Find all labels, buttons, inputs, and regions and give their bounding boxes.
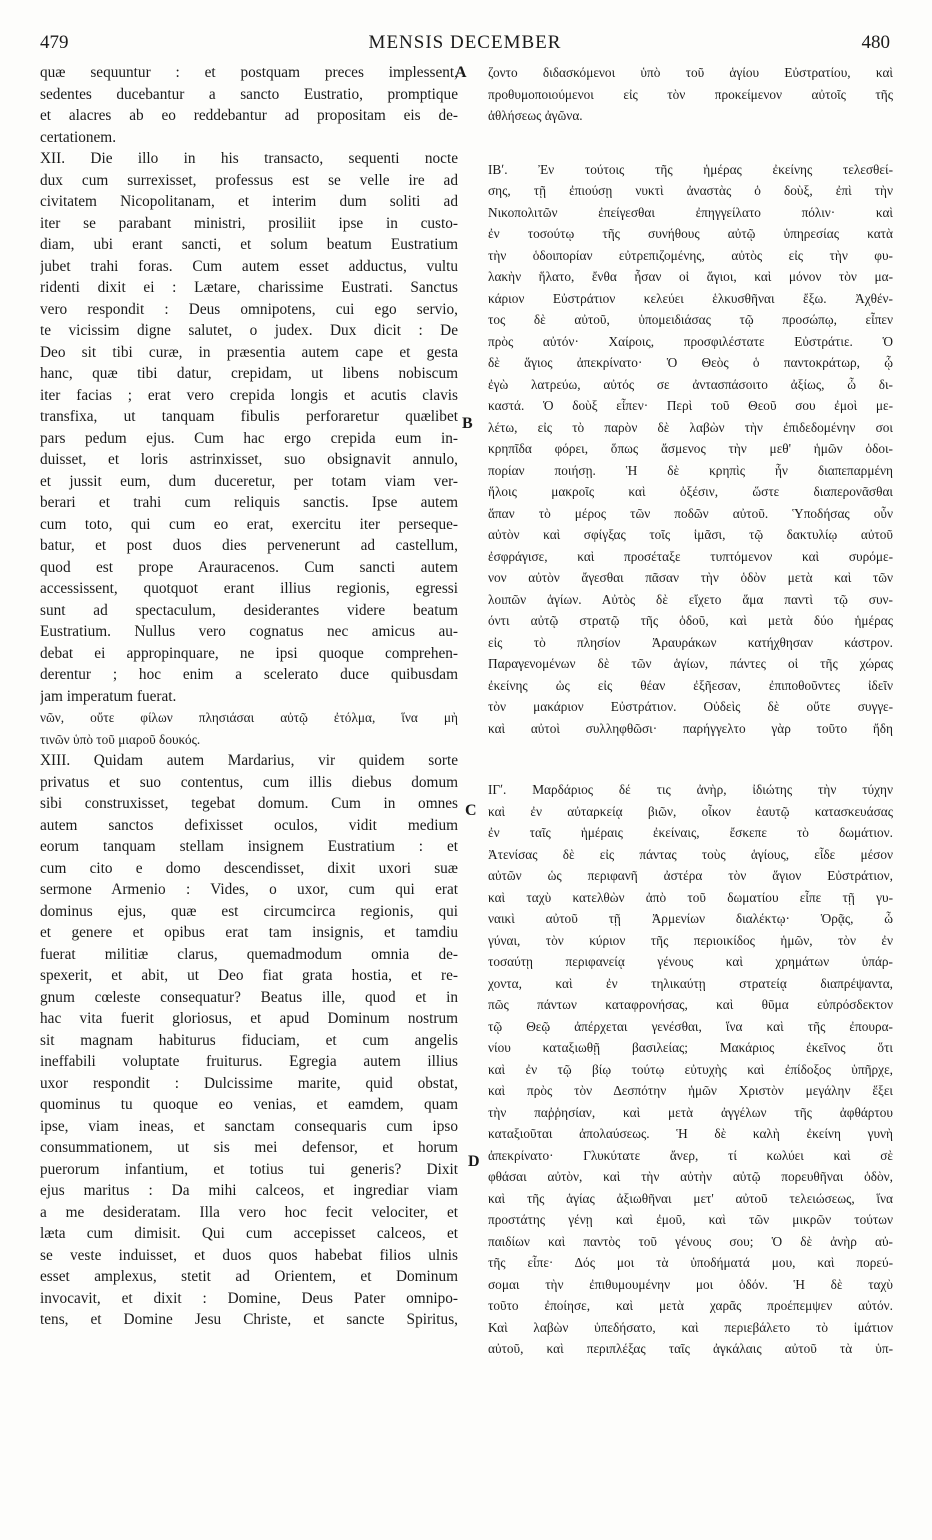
greek-line: ἐσφράγισε, καὶ προσέταξε τυπτόμενον καὶ συρόμε- xyxy=(488,548,893,564)
greek-line: ἅπαν τὸ μέρος τῶν ποδῶν αὐτοῦ. Ὑποδήσας οὖν xyxy=(488,505,893,521)
greek-line: Καὶ λαβὼν ὑπεδήσατο, καὶ περιεβάλετο τὸ ἱμάτιον xyxy=(488,1319,893,1335)
greek-line: τὸν μακάριον Εὐστράτιον. Οὐδεὶς δὲ οὔτε συγγε- xyxy=(488,699,893,714)
latin-line: cum cito e domo descendisset, dixit uxori suæ xyxy=(40,859,458,877)
latin-line: accessissent, quotquot erant illius regionis, egressi xyxy=(40,580,458,597)
latin-line: ipse, viam ineas, et sanctam consequaris cum ipso xyxy=(40,1117,458,1135)
latin-line: cum toto, qui cum eo erat, exercitu iter perseque- xyxy=(40,515,458,533)
latin-line: et genere et opibus erat tam insignis, et tamdiu xyxy=(40,924,458,941)
latin-line: transfixa, ut tanquam fibulis perforaretur quælibet xyxy=(40,408,458,425)
greek-line: σομαι τὴν ἐπιθυμουμένην μοι ὁδόν. Ἡ δὲ ταχὺ xyxy=(488,1276,893,1292)
greek-line: αὐτὸν καὶ σφίγξας τοῖς ἱμᾶσι, τῷ δακτυλίῳ αὐτοῦ xyxy=(488,527,893,542)
margin-letter-c: C xyxy=(465,802,477,819)
greek-line: αὐτοῦ, καὶ περιπλέξας ταῖς ἀγκάλαις αὐτοῦ τὰ ὑπ- xyxy=(488,1341,893,1356)
latin-line: jam imperatum fuerat. xyxy=(40,687,177,705)
greek-line: τοσαύτῃ περιφανείᾳ γένους καὶ χρημάτων ὑπάρ- xyxy=(488,954,893,969)
latin-line: autem sanctos defixisset oculos, vidit medium xyxy=(40,816,458,834)
greek-line: εἰς τὸ πλησίον Ἀραυράκων κατήχθησαν κάστρον. xyxy=(488,634,893,650)
latin-line: Eustratium. Nullus vero cognatus nec amicus au- xyxy=(40,623,458,640)
greek-line: ἐν ταῖς ἡμέραις ἐκείναις, ἔσκεπε τὸ δωμάτιον. xyxy=(488,825,893,840)
latin-line: berari et trahi cum reliquis sanctis. Ipse autem xyxy=(40,494,458,511)
greek-line: καστά. Ὁ δοὺξ εἶπεν· Περὶ τοῦ Θεοῦ σου ἐμοὶ με- xyxy=(488,398,893,413)
latin-line: sermone Armenio : Vides, o uxor, cum qui erat xyxy=(40,881,458,898)
latin-line: vero respondit : Deus omnipotens, cui ego servio, xyxy=(40,300,458,318)
latin-line: dux cum surrexisset, professus est se velle ire ad xyxy=(40,171,458,189)
latin-line: ridenti dixit ei : Lætare, charissime Eustrati. Sanctus xyxy=(40,279,458,296)
latin-line: iter facias ; erat vero crepida longis et acutis clavis xyxy=(40,386,458,404)
latin-line: læta cum dimisit. Qui cum accepisset calceos, et xyxy=(40,1225,458,1242)
latin-line: dominus ejus, quæ est circumcirca regionis, qui xyxy=(40,902,458,920)
margin-letter-b: B xyxy=(462,415,473,432)
latin-line: et alacres ab eo reddebantur ad propositam eis de- xyxy=(40,107,458,124)
greek-line: χοντα, καὶ ἐν τηλικαύτῃ στρατείᾳ διαπρέψαντα, xyxy=(488,975,893,991)
page-header xyxy=(40,32,890,64)
greek-line: ἀθλήσεως ἀγῶνα. xyxy=(488,108,583,123)
latin-line: ejus maritus : Da mihi calceos, et ingrediar viam xyxy=(40,1182,458,1199)
greek-line: νον αὐτὸν ἄγεσθαι πᾶσαν τὴν ὁδὸν μετὰ καὶ τῶν xyxy=(488,570,893,585)
latin-line: ineffabili voluptate fruiturus. Egregia autem illius xyxy=(40,1053,458,1070)
greek-line: πορίαν ποιήσῃ. Ἡ δὲ κρηπὶς ἦν διαπεπαρμένη xyxy=(488,462,893,478)
latin-line: jubet trahi foras. Cum autem esset adductus, vultu xyxy=(40,257,458,275)
greek-line: λοιπῶν ἁγίων. Αὐτὸς δὲ εἴχετο ἅμα παντὶ τῷ συν- xyxy=(488,591,893,607)
latin-line: te vicissim digne salutet, o judex. Dux dicit : De xyxy=(40,322,458,339)
latin-line: derentur ; hoc enim a scelerato duce quibusdam xyxy=(40,666,458,683)
greek-line: ναικὶ αὐτοῦ τῇ Ἀρμενίων διαλέκτῳ· Ὁρᾷς, ὦ xyxy=(488,911,893,926)
latin-line: hanc, quæ tibi datur, crepidam, ut libens nobiscum xyxy=(40,365,458,382)
greek-line: λέτω, εἰς τὸ παρὸν δὲ λαβὼν τὴν ἐπιδεδομένην σοι xyxy=(488,419,893,435)
greek-line: καὶ ἐν τῷ βίῳ τούτῳ εὐτυχὴς καὶ ἐπίδοξος ὑπῆρχε, xyxy=(488,1061,893,1077)
latin-line: tens, et Domine Jesu Christe, et sancte Spiritus, xyxy=(40,1311,458,1328)
greek-overflow-line: τινῶν ὑπὸ τοῦ μιαροῦ δουκός. xyxy=(40,731,201,747)
latin-line: fuerat militiæ clarus, quemadmodum omnia de- xyxy=(40,945,458,963)
latin-column xyxy=(40,62,458,1331)
greek-line: Νικοπολιτῶν ἐπείγεσθαι ἐπηγγείλατο πόλιν· καὶ xyxy=(488,204,893,220)
greek-line: κρηπῖδα φόρει, ὅπως ἄσμενος τὴν μεθ' ἡμῶν ὁδοι- xyxy=(488,441,893,456)
greek-line: ἀπεκρίνατο· Γλυκύτατε ἄνερ, τί κωλύει καὶ σὲ xyxy=(488,1147,893,1163)
greek-line: τῆς εἶπε· Δός μοι τὰ ὑποδήματά μου, καὶ πορεύ- xyxy=(488,1255,893,1270)
greek-line: όντι αὐτῷ στρατῷ τῆς ὁδοῦ, καὶ μετὰ δύο ἡμέρας xyxy=(488,613,893,628)
greek-line: γύναι, τὸν κύριον τῆς περιοικίδος ἡμῶν, τὸν ἐν xyxy=(488,932,893,948)
latin-line: diam, ubi erant sancti, et solum beatum Eustratium xyxy=(40,236,458,253)
latin-line: invocavit, et dixit : Domine, Deus Pater omnipo- xyxy=(40,1289,458,1307)
greek-line: κάριον Εὐστράτιον κελεύει ἑλκυσθῆναι ἔξω. Ἀχθέν- xyxy=(488,290,893,306)
latin-line: quod est prope Arauracenos. Cum sancti autem xyxy=(40,558,458,576)
greek-line: πῶς πάντων καταφρονήσας, καὶ θῦμα εὐπρόσδεκτον xyxy=(488,997,893,1012)
greek-overflow-line: νῶν, οὔτε φίλων πλησιάσαι αὐτῷ ἐτόλμα, ἵνα μὴ xyxy=(40,710,458,725)
greek-line: τος δὲ αὐτοῦ, ὑπομειδιάσας τῷ προσώπῳ, εἶπεν xyxy=(488,312,893,327)
latin-line: quominus tu quoque eo venias, et eamdem, quam xyxy=(40,1096,458,1113)
latin-line: sit magnam habiturus fiduciam, et cum angelis xyxy=(40,1031,458,1049)
greek-line: Παραγενομένων δὲ τῶν ἁγίων, πάντες οἱ τῆς χώρας xyxy=(488,656,893,671)
greek-line: προθυμοποιούμενοι εἰς τὸν προκείμενον αὐτοῖς τῆς xyxy=(488,86,893,102)
latin-line: batur, et post duos dies pervenerunt ad castellum, xyxy=(40,537,458,554)
latin-line: consummationem, ut sis mei defensor, et horum xyxy=(40,1139,458,1156)
greek-line: τῷ Θεῷ ἀπέρχεται γενέσθαι, ἵνα καὶ τῆς ἐπουρα- xyxy=(488,1018,893,1034)
latin-line: pars pedum ejus. Cum hac ergo crepida eum in- xyxy=(40,429,458,447)
latin-line: esset amplexus, stetit ad Orientem, et Dominum xyxy=(40,1268,458,1285)
greek-line: ἐγὼ λατρεύω, αὐτός σε ἀντασπάσοιτο ἀξίως, ὦ δι- xyxy=(488,376,893,392)
greek-line: ἥλοις μακροῖς καὶ ὀξέσιν, ὥστε διαπερονᾶσθαι xyxy=(488,484,893,499)
latin-line: sedentes ducebantur a sancto Eustratio, promptique xyxy=(40,85,458,103)
latin-line: XIII. Quidam autem Mardarius, vir quidem sorte xyxy=(40,752,458,769)
greek-line: τὴν παῤῥησίαν, καὶ μετὰ ἀγγέλων τῆς ἀφθάρτου xyxy=(488,1104,893,1120)
greek-line: Ἀτενίσας δὲ εἰς πάντας τοὺς ἁγίους, εἶδε μέσον xyxy=(488,846,893,862)
latin-line: puerorum infantium, et totius tui generis? Dixit xyxy=(40,1160,458,1178)
latin-line: a me desideratam. Illa vero hoc fecit velociter, et xyxy=(40,1203,458,1221)
greek-line: καὶ αὐτοὶ συλληφθῶσι· παρήγγελτο γὰρ τοῦτο ἤδη xyxy=(488,720,893,736)
greek-line: δὲ ἅγιος ἀπεκρίνατο· Ὁ Θεὸς ὁ παντοκράτωρ, ᾧ xyxy=(488,355,893,370)
greek-line: ΙΒʹ. Ἐν τούτοις τῆς ἡμέρας ἐκείνης τελεσθεί- xyxy=(488,161,893,177)
greek-line: σης, τῇ ἐπιούσῃ νυκτὶ ἀναστὰς ὁ δοὺξ, ἐπὶ τὴν xyxy=(488,183,893,198)
latin-line: spexerit, et abit, ut Deo fiat grata hostia, et re- xyxy=(40,967,458,984)
latin-line: sunt ad spectaculum, desiderantes videre beatum xyxy=(40,601,458,619)
greek-line: ζοντο διδασκόμενοι ὑπὸ τοῦ ἁγίου Εὐστρατίου, καὶ xyxy=(488,65,893,80)
greek-line: νίου καταξιωθῇ βασιλείας; Μακάριος ἐκεῖνος ὅτι xyxy=(488,1040,893,1055)
greek-line: καὶ ἐν αὐταρκείᾳ βιῶν, οἶκον ἑαυτῷ κατασκευάσας xyxy=(488,803,893,819)
latin-line: eorum tanquam stellam insignem Eustratium : et xyxy=(40,838,458,855)
greek-line: πρὸς αὐτόν· Χαίροις, προσφιλέστατε Εὐστράτιε. Ὁ xyxy=(488,333,893,349)
page-number-right: 480 xyxy=(861,32,890,53)
latin-line: iter se parabant ministri, prosiliit ipse in custo- xyxy=(40,214,458,232)
latin-line: uxor respondit : Dulcissime marite, quid obstat, xyxy=(40,1074,458,1092)
greek-line: καταξιοῦται ἀπολαύσεως. Ἡ δὲ καλὴ ἐκείνη γυνὴ xyxy=(488,1126,893,1141)
latin-line: quæ sequuntur : et postquam preces implessent, xyxy=(40,64,458,81)
latin-line: civitatem Nicopolitanam, et interim dum soliti ad xyxy=(40,193,458,210)
greek-line: παιδίων καὶ παντὸς τοῦ γένους σου; Ὁ δὲ ἀνὴρ αὐ- xyxy=(488,1233,893,1249)
latin-line: sibi construxisset, tegebat domum. Cum in omnes xyxy=(40,795,458,812)
latin-line: certationem. xyxy=(40,128,117,146)
greek-column xyxy=(488,62,893,1360)
margin-letter-a: A xyxy=(455,64,467,81)
latin-line: Deo sit tibi curæ, in præsentia autem cape et gesta xyxy=(40,343,458,361)
margin-letter-d: D xyxy=(468,1153,480,1170)
latin-line: hac vita fuerit gloriosus, et apud Dominum nostrum xyxy=(40,1010,458,1027)
greek-line: καὶ τῆς ἁγίας ἀξιωθῆναι μετ' αὐτοῦ τελειώσεως, ἵνα xyxy=(488,1190,893,1206)
latin-line: et jussit eum, dum duceretur, per totam viam ver- xyxy=(40,472,458,490)
greek-line: προστάτης γένῃ καὶ ἐμοῦ, καὶ τῶν μικρῶν τούτων xyxy=(488,1212,893,1227)
greek-line: τοῦτο ἐποίησε, καὶ μετὰ χαρᾶς προέπεμψεν αὐτόν. xyxy=(488,1298,893,1313)
latin-line: se veste induisset, et duos quos habebat filios ulnis xyxy=(40,1246,458,1264)
greek-line: φθάσαι αὐτὸν, καὶ τὴν αὐτὴν αὐτῷ πορευθῆναι ὁδὸν, xyxy=(488,1169,893,1184)
latin-line: duisset, et loris astrinxisset, suo obsignavit annulo, xyxy=(40,451,458,468)
latin-line: debat ei appropinquare, ne ipsi quoque comprehen- xyxy=(40,644,458,662)
greek-line: λακὴν ἥλατο, ἔνθα ἦσαν οἱ ἅγιοι, καὶ μόνον τὸν μα- xyxy=(488,269,893,284)
latin-line: privatus et suo contentus, cum illis diebus domum xyxy=(40,773,458,791)
greek-line: ἐν τοσούτῳ τῆς συνήθους αὐτῷ ὑπηρεσίας κατὰ xyxy=(488,226,893,241)
latin-line: XII. Die illo in his transacto, sequenti nocte xyxy=(40,150,458,167)
greek-line: ἐκείνης ὡς εἰς θέαν ἐξῆεσαν, ἐπιποθοῦντες ἰδεῖν xyxy=(488,677,893,693)
greek-line: αὐτῶν ὡς περιφανῆ ἀστέρα τὸν ἅγιον Εὐστράτιον, xyxy=(488,868,893,883)
running-title: MENSIS DECEMBER xyxy=(368,32,562,53)
latin-line: gnum cœleste consequatur? Beatus ille, quod et in xyxy=(40,988,458,1006)
greek-line: καὶ πρὸς τὸν Δεσπότην ἡμῶν Χριστὸν μεγάλην ἕξει xyxy=(488,1083,893,1098)
greek-line: ΙΓʹ. Μαρδάριος δέ τις ἀνὴρ, ἰδιώτης τὴν τύχην xyxy=(488,782,893,797)
page-number-left: 479 xyxy=(40,32,69,53)
greek-line: τὴν ὁδοιπορίαν εὐτρεπιζομένης, αὐτὸς εἰς τὴν φυ- xyxy=(488,247,893,263)
greek-line: καὶ ταχὺ κατελθὼν ἀπὸ τοῦ δωματίου εἶπε τῇ γυ- xyxy=(488,889,893,905)
